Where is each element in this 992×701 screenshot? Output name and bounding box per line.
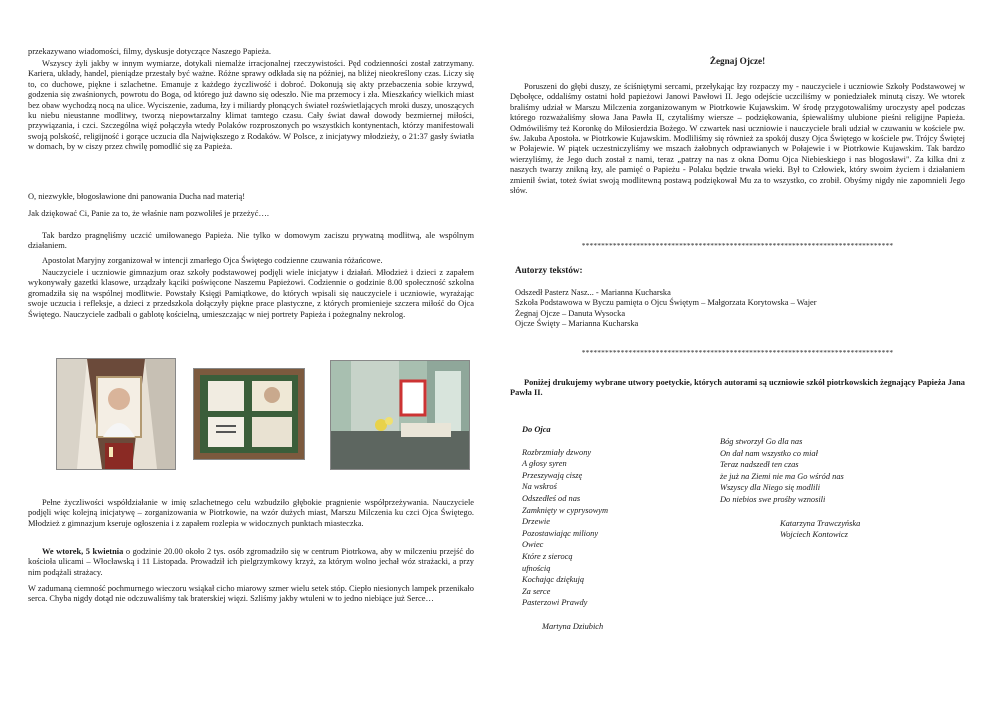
- separator: ********************************************************************************: [581, 241, 894, 250]
- poem-line: Za serce: [522, 586, 551, 596]
- poem-line: Do niebios swe prośby wznosili: [720, 494, 826, 504]
- poem-line: Wszyscy dla Niego się modlili: [720, 483, 821, 493]
- photo-church-memorial-corner: [330, 360, 470, 470]
- poem-author: Katarzyna Trawczyńska: [780, 518, 861, 528]
- poem-line: On dał nam wszystko co miał: [720, 448, 818, 458]
- poem-line: że już na Ziemi nie ma Go wśród nas: [720, 471, 844, 481]
- date-highlight: We wtorek, 5 kwietnia: [42, 547, 124, 556]
- poem-line: Bóg stworzył Go dla nas: [720, 437, 803, 446]
- authors-heading: Autorzy tekstów:: [515, 265, 583, 275]
- author-entry: Odszedł Pasterz Nasz... - Marianna Kucharska: [515, 288, 671, 297]
- poem-line: A głosy syren: [522, 459, 567, 469]
- photo-papal-portrait-shrine: [56, 358, 176, 470]
- poem-line: Na wskroś: [522, 482, 557, 492]
- poem-line: Teraz nadszedł ten czas: [720, 460, 799, 470]
- poem-line: Pasterzowi Prawdy: [522, 598, 588, 608]
- poem-line: Rozbrzmiały dzwony: [522, 447, 592, 457]
- separator: ********************************************************************************: [581, 348, 894, 357]
- article-body: Poruszeni do głębi duszy, ze ściśniętymi sercami, przełykając łzy rozpaczy my - nauczyciele i uczniowie Szkoły Podstawowej w Dębołęce, oddaliśmy ostatni hołd papieżowi Janowi Pawłowi II. Jego odejście uczciliśmy w poniedziałek minutą ciszy. We wtorek braliśmy udział w Marszu Milczenia zorganizowanym w Piotrkowie Kujawskim. W środę przygotowaliśmy uroczysty apel podczas którego rozważaliśmy słowa Jana Pawła II, czytaliśmy wiersze – podziękowania, śpiewaliśmy ulubione pieśni religijne Papieża. Odmówiliśmy też Koronkę do Miłosierdzia Bożego. W czwartek nasi uczniowie i nauczyciele brali udział w czuwaniu w kościele pw. św. Jakuba Apostoła. w Piotrkowie Kujawskim. Modliliśmy się również za spokój duszy Ojca Świętego w kościele pw. Trójcy Świętej w Połajewie. W piątek uczestniczyliśmy we mszach żałobnych odprawianych w Połajewie i w Piotrkowie Kujawskim. Tak bardzo wierzyliśmy, że Jego duch został z nami, teraz „patrzy na nas z okna Domu Ojca Niebieskiego i nas błogosławi". Za kilka dni z naszych twarzy znikną łzy, ale pamięć o Papieżu - Polaku będzie trwała wieki. Był to Człowiek, który swoim życiem i działaniem zmienił świat, toteż świat swoją modlitewną postawą podziękował Mu za to wszystko, co zrobił. Obyśmy nigdy nie zapomnieli Jego słów.: [510, 82, 965, 196]
- poem-line: Kochając dziękują: [522, 575, 585, 585]
- poem-line: Zamknięty w cyprysowym: [522, 505, 609, 515]
- photo-memorial-display-board: [193, 368, 305, 460]
- poem-untitled: [720, 436, 860, 541]
- paragraph: O, niezwykłe, błogosławione dni panowania Ducha nad materią!: [28, 192, 245, 201]
- poem-line: Odszedłeś od nas: [522, 493, 581, 503]
- paragraph: [28, 547, 474, 578]
- poem-author: Martyna Dziubich: [542, 621, 604, 631]
- authors-list: [515, 288, 965, 330]
- author-entry: Ojcze Święty – Marianna Kucharska: [515, 319, 639, 329]
- paragraph: Tak bardzo pragnęliśmy uczcić umiłowanego Papieża. Nie tylko w domowym zaciszu prywatną modlitwą, ale wspólnym działaniem.: [28, 231, 474, 251]
- poem-line: Które z sierocą: [522, 551, 573, 561]
- paragraph: Wszyscy żyli jakby w innym wymiarze, dotykali niemalże irracjonalnej rzeczywistości. Pęd codzienności został zatrzymany. Kariera, układy, handel, pieniądze przestały być ważne. Różne sprawy odkłada się na później, na bliżej nieokreślony czas. Liczy się to, co duchowe, piękne i szlachetne. Emanuje z każdego życzliwość i dobroć. Dokonują się akty przebaczenia sobie krzywd, godzenia się zwaśnionych, powrotu do Boga, od którego już dawno się odeszło. Nie ma przemocy i zła. Mieszkańcy wielkich miast bez obaw wychodzą nocą na ulice. Wyciszenie, zaduma, łzy i miliardy płonących świateł rozświetlających mroki duszy, unoszących ku niebu nieustanne modlitwy, tworzą niepowtarzalny klimat tamtego czasu. Cały świat dawał dowody bezmiernej miłości, przywiązania, i czci. Szczególna więź połączyła wtedy Polaków rozproszonych po wszystkich kontynentach, którzy manifestowali swoją polskość, religijność i gorące uczucia dla Największego z Rodaków. W Polsce, z inicjatywy młodzieży, o 21:37 gasły światła w domach, by w ciszy przez chwilę pomodlić się za Papieża.: [28, 59, 474, 152]
- poem-line: ufnością: [522, 563, 551, 573]
- poem-do-ojca: [522, 424, 608, 633]
- poem-line: Pozostawiając miliony: [522, 528, 599, 538]
- poem-line: Drzewie: [522, 517, 550, 527]
- paragraph: Nauczyciele i uczniowie gimnazjum oraz szkoły podstawowej podjęli wiele inicjatyw i działań. Młodzież i dzieci z zapałem wykonywały gazetki klasowe, urządzały kąciki poświęcone Naszemu Papieżowi. Codziennie o godzinie 8.00 społeczność szkolna gromadziła się na wspólnej modlitwie. Powstały Księgi Pamiątkowe, do których wpisali się nauczyciele i uczniowie, wyrażając swoje uczucia i refleksje, a dzieci z przedszkola dołączyły piękne prace plastyczne, z których promienieje szczera miłość do Ojca Świętego. Nauczyciele zadbali o gablotę kościelną, umieszczając w niej portrety Papieża i pożegnalny nekrolog.: [28, 268, 474, 319]
- paragraph: przekazywano wiadomości, filmy, dyskusje dotyczące Naszego Papieża.: [28, 47, 271, 56]
- poem-line: Przeszywają ciszę: [522, 470, 583, 480]
- article-title: Żegnaj Ojcze!: [709, 56, 766, 66]
- paragraph: Pełne życzliwości współdziałanie w imię szlachetnego celu wzbudziło głębokie pragnienie współprzeżywania. Nauczyciele podjęli więc kolejną inicjatywę – zorganizowania w Piotrkowie, na wzór dużych miast, Marszu Milczenia ku czci Ojca Świętego. Młodzież z gimnazjum kseruje ogłoszenia i z zapałem rozlepia w widocznych punktach miasteczka.: [28, 498, 474, 528]
- paragraph-text: o godzinie 20.00 około 2 tys. osób zgromadziło się w centrum Piotrkowa, aby w milczeniu przejść do kościoła ulicami – Włocławską i 11 Listopada. Prowadził ich pielgrzymkowy krzyż, za którym wolno jechał wóz strażacki, a przy nim podążali strażacy.: [28, 547, 474, 577]
- poem-title: Do Ojca: [522, 425, 551, 434]
- paragraph: W zadumaną ciemność pochmurnego wieczoru wsiąkał cicho miarowy szmer wielu setek stóp. Ciepło niesionych lampek przenikało serca. Chyba nigdy dotąd nie odczuwaliśmy tak braterskiej więzi. Szliśmy jakby wtuleni w to jedno niebiące już Serce…: [28, 584, 474, 604]
- paragraph: Apostolat Maryjny zorganizował w intencji zmarłego Ojca Świętego codzienne czuwania różańcowe.: [42, 256, 383, 265]
- author-entry: Szkoła Podstawowa w Byczu pamięta o Ojcu Świętym – Małgorzata Korytowska – Wajer: [515, 298, 817, 308]
- paragraph: Jak dziękować Ci, Panie za to, że właśnie nam pozwoliłeś je przeżyć….: [28, 209, 269, 218]
- poems-intro: Poniżej drukujemy wybrane utwory poetyckie, których autorami są uczniowie szkół piotrkowskich żegnający Papieża Jana Pawła II.: [510, 378, 965, 398]
- poem-author: Wojciech Kontowicz: [780, 530, 848, 540]
- author-entry: Żegnaj Ojcze – Danuta Wysocka: [515, 308, 626, 318]
- poem-line: Owiec: [522, 540, 544, 550]
